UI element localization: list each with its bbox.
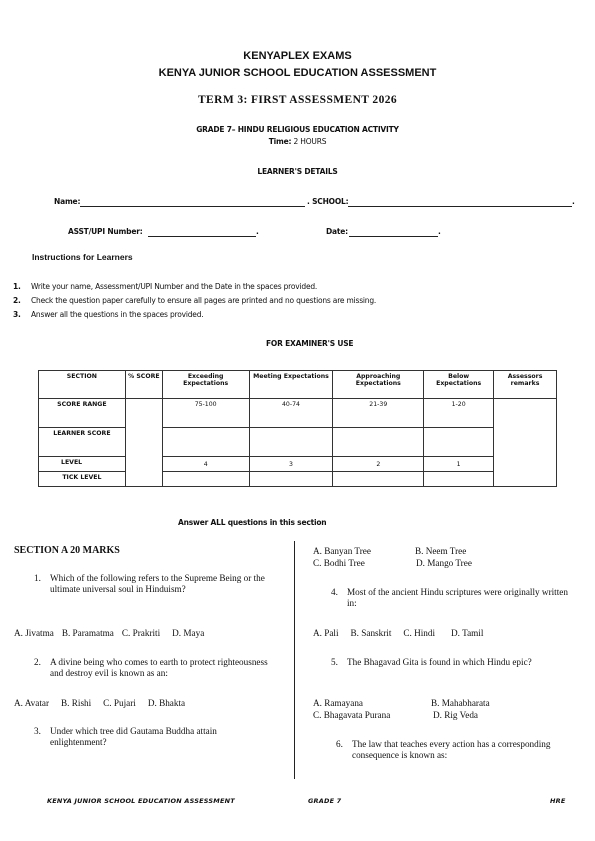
instruction-item: 2. Check the question paper carefully to ensure all pages are printed and no questions are missing. [13,296,377,305]
q3-option[interactable]: C. Bodhi Tree [313,558,365,568]
row-label: SCORE RANGE [39,399,126,428]
remarks-cell[interactable] [494,399,557,487]
instructions-title: Instructions for Learners [32,252,133,262]
score-range-cell: 21-39 [333,399,424,428]
option[interactable]: B. Sanskrit [350,628,392,638]
header-remarks: Assessors remarks [494,371,557,399]
footer-left: KENYA JUNIOR SCHOOL EDUCATION ASSESSMENT [47,797,235,805]
q5-option[interactable]: C. Bhagavata Purana [313,710,391,720]
learner-score-cell[interactable] [249,428,333,457]
time-label: Time: [268,137,292,146]
school-label: . SCHOOL: [307,197,349,206]
answer-all-instruction: Answer ALL questions in this section [178,518,327,527]
table-row [39,457,557,472]
option[interactable]: D. Tamil [451,628,484,638]
option[interactable]: C. Prakriti [121,628,161,638]
header-section: SECTION [39,371,126,399]
score-range-cell: 75-100 [162,399,249,428]
examiner-table [38,370,557,487]
table-row [39,399,557,428]
org-title: KENYAPLEX EXAMS [243,50,352,62]
header-meeting: Meeting Expectations [249,371,333,399]
row-label: LEVEL [39,457,126,472]
header-score: % SCORE [125,371,162,399]
row-label: LEARNER SCORE [39,428,126,457]
assessment-title: KENYA JUNIOR SCHOOL EDUCATION ASSESSMENT [158,67,437,79]
level-cell: 3 [249,457,333,472]
level-cell: 2 [333,457,424,472]
option[interactable]: A. Jivatma [14,628,54,638]
header-exceeding: Exceeding Expectations [162,371,249,399]
question-1: 1. Which of the following refers to the Supreme Being or the ultimate universal soul in Hinduism? [34,573,265,594]
q3-option[interactable]: A. Banyan Tree [313,546,371,556]
learner-score-cell[interactable] [424,428,494,457]
q5-option[interactable]: A. Ramayana [313,698,364,708]
option[interactable]: B. Rishi [61,698,92,708]
question-3: 3. Under which tree did Gautama Buddha attain enlightenment? [34,726,217,747]
table-row [39,428,557,457]
q1-options [14,628,284,638]
q5-option[interactable]: D. Rig Veda [433,710,478,720]
instruction-item: 1. Write your name, Assessment/UPI Number and the Date in the spaces provided. [13,282,318,291]
section-title: SECTION A 20 MARKS [14,545,120,556]
date-label: Date: [326,227,348,236]
q3-option[interactable]: D. Mango Tree [416,558,472,568]
tick-level-cell[interactable] [162,472,249,487]
level-cell: 1 [424,457,494,472]
footer-right: HRE [550,797,566,805]
q4-options [313,628,573,638]
name-field[interactable] [80,206,305,207]
learner-score-cell[interactable] [162,428,249,457]
time-line [0,137,595,146]
column-divider [294,541,295,779]
option[interactable]: A. Pali [313,628,339,638]
subject-title: GRADE 7– HINDU RELIGIOUS EDUCATION ACTIVITY [196,125,399,134]
level-cell: 4 [162,457,249,472]
tick-level-cell[interactable] [333,472,424,487]
score-range-cell: 1-20 [424,399,494,428]
question-6: 6. The law that teaches every action has a corresponding consequence is known as: [336,739,551,760]
q3-option[interactable]: B. Neem Tree [415,546,467,556]
option[interactable]: D. Maya [172,628,205,638]
percent-score-cell[interactable] [125,399,162,487]
question-4: 4. Most of the ancient Hindu scriptures were originally written in: [331,587,568,608]
q2-options [14,698,284,708]
option[interactable]: C. Pujari [103,698,136,708]
footer-middle: GRADE 7 [308,797,342,805]
instruction-item: 3. Answer all the questions in the spaces provided. [13,310,204,319]
option[interactable]: D. Bhakta [147,698,186,708]
tick-level-cell[interactable] [249,472,333,487]
score-range-cell: 40-74 [249,399,333,428]
date-field[interactable] [349,236,438,237]
table-header-row [39,371,557,399]
term-title: TERM 3: FIRST ASSESSMENT 2026 [197,94,398,106]
question-5: 5. The Bhagavad Gita is found in which Hindu epic? [331,657,532,667]
tick-level-cell[interactable] [424,472,494,487]
school-field[interactable] [348,206,572,207]
row-label: TICK LEVEL [39,472,126,487]
time-value: 2 HOURS [293,137,327,146]
examiner-title: FOR EXAMINER'S USE [266,339,354,348]
learner-details-title: LEARNER'S DETAILS [257,167,338,176]
name-label: Name: [54,197,81,206]
option[interactable]: A. Avatar [14,698,50,708]
header-below: Below Expectations [424,371,494,399]
learner-score-cell[interactable] [333,428,424,457]
q5-option[interactable]: B. Mahabharata [431,698,490,708]
option[interactable]: B. Paramatma [61,628,114,638]
asst-label: ASST/UPI Number: [68,227,143,236]
question-2: 2. A divine being who comes to earth to protect righteousness and destroy evil is known as an: [34,657,268,678]
header-approaching: Approaching Expectations [333,371,424,399]
option[interactable]: C. Hindi [403,628,436,638]
table-row [39,472,557,487]
asst-field[interactable] [148,236,256,237]
